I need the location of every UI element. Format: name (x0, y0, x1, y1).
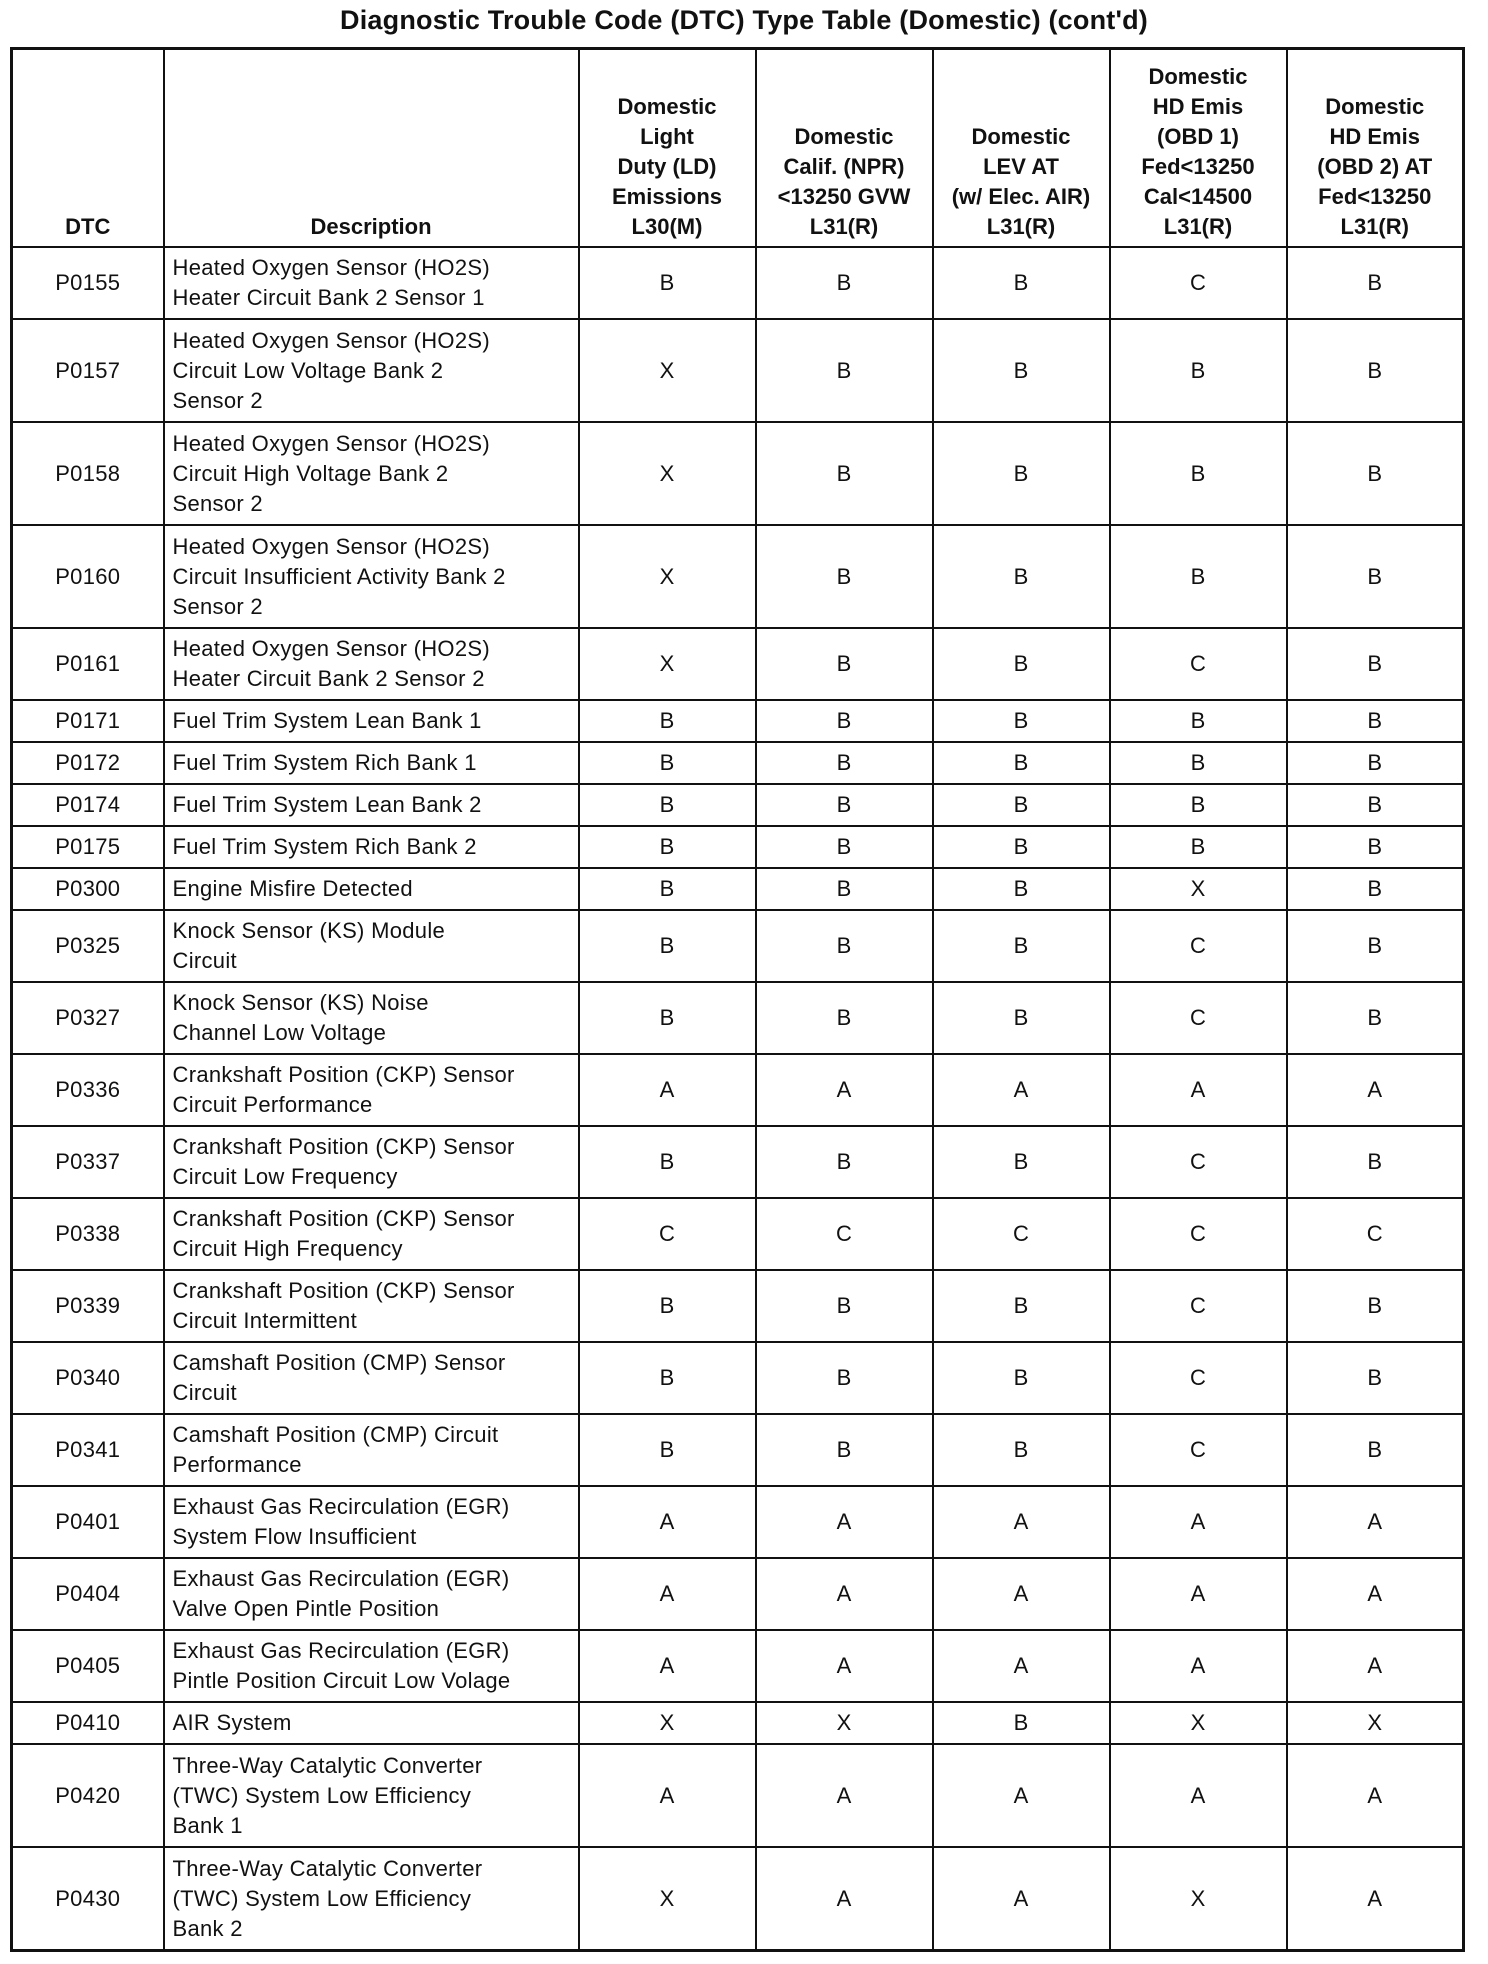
dtc-type-cell: B (1287, 784, 1464, 826)
table-row (12, 1744, 1464, 1847)
dtc-type-cell: B (933, 1414, 1110, 1486)
dtc-type-cell: B (756, 1414, 933, 1486)
dtc-type-cell: B (1287, 247, 1464, 319)
dtc-code: P0338 (12, 1198, 164, 1270)
header-line: Cal<14500 (1143, 184, 1253, 209)
dtc-code: P0157 (12, 319, 164, 422)
dtc-code: P0340 (12, 1342, 164, 1414)
dtc-code: P0405 (12, 1630, 164, 1702)
dtc-type-cell: B (933, 1126, 1110, 1198)
description-line: Heated Oxygen Sensor (HO2S) (172, 327, 490, 353)
dtc-code: P0410 (12, 1702, 164, 1744)
dtc-type-cell: A (579, 1744, 756, 1847)
dtc-type-cell: B (1287, 742, 1464, 784)
dtc-type-cell: B (756, 1270, 933, 1342)
header-line: (OBD 2) AT (1317, 154, 1433, 179)
description-line: Circuit (172, 948, 237, 973)
dtc-description (164, 525, 579, 628)
description-line: Sensor 2 (172, 490, 263, 516)
dtc-type-cell: B (1110, 422, 1287, 525)
dtc-type-cell: B (756, 826, 933, 868)
dtc-type-cell: B (1287, 910, 1464, 982)
dtc-code: P0420 (12, 1744, 164, 1847)
dtc-type-cell: B (1287, 982, 1464, 1054)
header-line: Light (640, 124, 694, 149)
description-line: Knock Sensor (KS) Noise (172, 990, 429, 1015)
dtc-type-cell: X (579, 1847, 756, 1951)
dtc-type-cell: X (579, 628, 756, 700)
header-line: Duty (LD) (617, 154, 717, 179)
dtc-code: P0160 (12, 525, 164, 628)
dtc-type-cell: X (1287, 1702, 1464, 1744)
header-line: Domestic (1325, 94, 1425, 119)
dtc-type-cell: X (1110, 1847, 1287, 1951)
dtc-type-cell: A (1110, 1558, 1287, 1630)
table-row (12, 742, 1464, 784)
dtc-type-cell: B (579, 700, 756, 742)
dtc-type-cell: A (1287, 1630, 1464, 1702)
description-line: AIR System (172, 1710, 292, 1735)
header-line: Domestic (1148, 64, 1248, 89)
dtc-type-cell: B (579, 1414, 756, 1486)
table-row (12, 628, 1464, 700)
dtc-description (164, 1054, 579, 1126)
dtc-type-cell: B (1287, 525, 1464, 628)
dtc-type-cell: B (1110, 319, 1287, 422)
dtc-description (164, 742, 579, 784)
dtc-type-cell: X (579, 319, 756, 422)
dtc-description (164, 1414, 579, 1486)
dtc-type-cell: B (933, 784, 1110, 826)
description-line: Exhaust Gas Recirculation (EGR) (172, 1638, 510, 1663)
header-line: LEV AT (983, 154, 1059, 179)
description-line: Sensor 2 (172, 593, 263, 619)
dtc-type-cell: A (756, 1054, 933, 1126)
description-line: Three-Way Catalytic Converter (172, 1752, 483, 1778)
table-row (12, 247, 1464, 319)
dtc-type-cell: B (579, 982, 756, 1054)
description-line: Camshaft Position (CMP) Sensor (172, 1350, 506, 1375)
header-line: (w/ Elec. AIR) (951, 184, 1091, 209)
dtc-type-cell: B (933, 742, 1110, 784)
description-line: Three-Way Catalytic Converter (172, 1855, 483, 1881)
dtc-code: P0404 (12, 1558, 164, 1630)
dtc-type-cell: B (933, 1270, 1110, 1342)
dtc-code: P0172 (12, 742, 164, 784)
dtc-code: P0401 (12, 1486, 164, 1558)
dtc-description (164, 982, 579, 1054)
dtc-type-cell: B (933, 247, 1110, 319)
dtc-type-cell: C (1110, 1270, 1287, 1342)
description-line: Circuit High Frequency (172, 1236, 403, 1261)
table-row (12, 700, 1464, 742)
dtc-type-cell: A (933, 1630, 1110, 1702)
dtc-type-cell: B (933, 982, 1110, 1054)
dtc-type-cell: B (1287, 1126, 1464, 1198)
description-line: Fuel Trim System Rich Bank 1 (172, 750, 477, 775)
dtc-code: P0300 (12, 868, 164, 910)
description-line: (TWC) System Low Efficiency (172, 1885, 472, 1911)
dtc-type-cell: B (756, 910, 933, 982)
dtc-type-cell: A (1287, 1847, 1464, 1951)
dtc-type-cell: C (1110, 1414, 1287, 1486)
header-line: L31(R) (986, 214, 1056, 239)
dtc-type-cell: A (1287, 1054, 1464, 1126)
description-line: Crankshaft Position (CKP) Sensor (172, 1134, 515, 1159)
description-line: Circuit Low Voltage Bank 2 (172, 357, 444, 383)
header-line: Calif. (NPR) (783, 154, 905, 179)
description-line: Heater Circuit Bank 2 Sensor 2 (172, 666, 485, 691)
description-line: Pintle Position Circuit Low Volage (172, 1668, 511, 1693)
dtc-type-cell: B (933, 422, 1110, 525)
header-line: Domestic (971, 124, 1071, 149)
header-description: Description (164, 49, 579, 248)
dtc-description (164, 868, 579, 910)
description-line: Performance (172, 1452, 302, 1477)
dtc-type-cell: B (1287, 1414, 1464, 1486)
dtc-type-cell: B (1110, 525, 1287, 628)
dtc-code: P0158 (12, 422, 164, 525)
table-row (12, 826, 1464, 868)
header-line: Emissions (611, 184, 723, 209)
header-line: HD Emis (1329, 124, 1420, 149)
dtc-type-cell: B (579, 1126, 756, 1198)
dtc-type-cell: B (756, 628, 933, 700)
table-row (12, 1486, 1464, 1558)
dtc-type-cell: A (1287, 1486, 1464, 1558)
header-col-hd-obd2 (1287, 49, 1464, 248)
dtc-type-cell: A (579, 1054, 756, 1126)
description-line: Circuit Performance (172, 1092, 373, 1117)
description-line: Engine Misfire Detected (172, 876, 413, 901)
table-row (12, 1702, 1464, 1744)
dtc-type-cell: C (1110, 628, 1287, 700)
table-row (12, 982, 1464, 1054)
dtc-type-cell: B (933, 826, 1110, 868)
header-col-hd-obd1 (1110, 49, 1287, 248)
header-col-calif-npr (756, 49, 933, 248)
description-line: Camshaft Position (CMP) Circuit (172, 1422, 499, 1447)
dtc-type-cell: B (933, 1702, 1110, 1744)
dtc-type-cell: A (1287, 1558, 1464, 1630)
dtc-type-cell: A (1287, 1744, 1464, 1847)
dtc-type-cell: A (1110, 1054, 1287, 1126)
dtc-description (164, 1702, 579, 1744)
description-line: Fuel Trim System Rich Bank 2 (172, 834, 477, 859)
dtc-type-cell: C (1110, 1342, 1287, 1414)
dtc-type-cell: X (1110, 1702, 1287, 1744)
dtc-code: P0341 (12, 1414, 164, 1486)
table-row (12, 525, 1464, 628)
description-line: Crankshaft Position (CKP) Sensor (172, 1206, 515, 1231)
dtc-type-cell: X (579, 1702, 756, 1744)
dtc-code: P0339 (12, 1270, 164, 1342)
dtc-description (164, 1486, 579, 1558)
dtc-type-cell: B (933, 910, 1110, 982)
description-line: Bank 1 (172, 1812, 243, 1838)
description-line: Fuel Trim System Lean Bank 1 (172, 708, 482, 733)
table-row (12, 319, 1464, 422)
description-line: Circuit Intermittent (172, 1308, 357, 1333)
dtc-type-cell: B (1287, 868, 1464, 910)
dtc-type-cell: A (933, 1054, 1110, 1126)
dtc-type-cell: A (756, 1630, 933, 1702)
table-row (12, 910, 1464, 982)
description-line: Knock Sensor (KS) Module (172, 918, 446, 943)
dtc-type-cell: B (756, 1342, 933, 1414)
description-line: Circuit Insufficient Activity Bank 2 (172, 563, 506, 589)
dtc-type-cell: B (1287, 628, 1464, 700)
dtc-description (164, 1270, 579, 1342)
dtc-code: P0171 (12, 700, 164, 742)
header-line: HD Emis (1152, 94, 1244, 119)
dtc-type-cell: A (933, 1847, 1110, 1951)
header-line: L30(M) (631, 214, 703, 239)
dtc-type-cell: B (756, 1126, 933, 1198)
dtc-code: P0155 (12, 247, 164, 319)
description-line: Crankshaft Position (CKP) Sensor (172, 1278, 515, 1303)
dtc-type-table (10, 47, 1465, 1952)
dtc-type-cell: A (1110, 1744, 1287, 1847)
dtc-type-cell: C (756, 1198, 933, 1270)
dtc-code: P0175 (12, 826, 164, 868)
header-line: Domestic (794, 124, 894, 149)
dtc-type-cell: C (1110, 1198, 1287, 1270)
header-line: <13250 GVW (777, 184, 911, 209)
dtc-type-cell: B (933, 319, 1110, 422)
dtc-type-cell: B (579, 826, 756, 868)
table-header-row (12, 49, 1464, 248)
header-line: Fed<13250 (1318, 184, 1432, 209)
dtc-type-cell: B (756, 742, 933, 784)
header-line: Domestic (617, 94, 717, 119)
description-line: Sensor 2 (172, 387, 263, 413)
header-line: L31(R) (1340, 214, 1409, 239)
dtc-type-cell: B (1110, 826, 1287, 868)
dtc-type-cell: B (756, 868, 933, 910)
dtc-code: P0174 (12, 784, 164, 826)
dtc-type-cell: B (579, 247, 756, 319)
dtc-type-cell: A (933, 1558, 1110, 1630)
dtc-type-cell: B (579, 1342, 756, 1414)
dtc-description (164, 910, 579, 982)
dtc-type-cell: B (933, 700, 1110, 742)
dtc-type-cell: B (579, 910, 756, 982)
dtc-description (164, 826, 579, 868)
dtc-description (164, 1126, 579, 1198)
dtc-type-cell: C (933, 1198, 1110, 1270)
dtc-type-cell: B (1287, 826, 1464, 868)
dtc-type-cell: B (579, 868, 756, 910)
dtc-type-cell: C (1110, 247, 1287, 319)
description-line: Valve Open Pintle Position (172, 1596, 440, 1621)
dtc-type-cell: A (933, 1486, 1110, 1558)
description-line: Circuit (172, 1380, 237, 1405)
dtc-type-cell: A (579, 1486, 756, 1558)
dtc-type-cell: B (756, 422, 933, 525)
dtc-code: P0161 (12, 628, 164, 700)
dtc-type-cell: B (756, 784, 933, 826)
table-row (12, 1126, 1464, 1198)
description-line: (TWC) System Low Efficiency (172, 1782, 472, 1808)
table-row (12, 1630, 1464, 1702)
dtc-type-cell: C (579, 1198, 756, 1270)
dtc-description (164, 1558, 579, 1630)
dtc-type-cell: B (1287, 1342, 1464, 1414)
dtc-description (164, 784, 579, 826)
dtc-type-cell: B (1110, 784, 1287, 826)
dtc-type-cell: B (579, 1270, 756, 1342)
dtc-type-cell: B (579, 784, 756, 826)
table-body (12, 247, 1464, 1951)
header-col-ld (579, 49, 756, 248)
dtc-type-cell: A (933, 1744, 1110, 1847)
description-line: Circuit Low Frequency (172, 1164, 398, 1189)
dtc-type-cell: A (579, 1630, 756, 1702)
dtc-type-cell: B (1110, 700, 1287, 742)
dtc-type-cell: B (1287, 319, 1464, 422)
dtc-code: P0430 (12, 1847, 164, 1951)
description-line: Exhaust Gas Recirculation (EGR) (172, 1566, 510, 1591)
dtc-description (164, 1342, 579, 1414)
dtc-description (164, 700, 579, 742)
description-line: Channel Low Voltage (172, 1020, 387, 1045)
dtc-type-cell: A (1110, 1630, 1287, 1702)
dtc-code: P0325 (12, 910, 164, 982)
dtc-type-cell: B (756, 525, 933, 628)
description-line: Heated Oxygen Sensor (HO2S) (172, 430, 490, 456)
description-line: Heated Oxygen Sensor (HO2S) (172, 533, 490, 559)
table-row (12, 1342, 1464, 1414)
dtc-type-cell: B (756, 247, 933, 319)
dtc-description (164, 1744, 579, 1847)
dtc-type-cell: X (756, 1702, 933, 1744)
dtc-code: P0337 (12, 1126, 164, 1198)
dtc-description (164, 319, 579, 422)
table-row (12, 1847, 1464, 1951)
description-line: Circuit High Voltage Bank 2 (172, 460, 449, 486)
description-line: Crankshaft Position (CKP) Sensor (172, 1062, 515, 1087)
table-row (12, 1054, 1464, 1126)
table-row (12, 1198, 1464, 1270)
dtc-type-cell: X (579, 525, 756, 628)
dtc-description (164, 1630, 579, 1702)
header-line: L31(R) (1163, 214, 1233, 239)
dtc-type-cell: C (1110, 1126, 1287, 1198)
dtc-type-cell: A (1110, 1486, 1287, 1558)
dtc-type-cell: C (1110, 910, 1287, 982)
dtc-type-cell: B (756, 700, 933, 742)
table-row (12, 868, 1464, 910)
dtc-type-cell: A (756, 1847, 933, 1951)
header-line: Fed<13250 (1141, 154, 1255, 179)
dtc-type-cell: B (933, 525, 1110, 628)
dtc-type-cell: A (579, 1558, 756, 1630)
description-line: Bank 2 (172, 1915, 243, 1941)
dtc-description (164, 628, 579, 700)
header-col-lev-at (933, 49, 1110, 248)
dtc-code: P0336 (12, 1054, 164, 1126)
dtc-type-cell: A (756, 1486, 933, 1558)
dtc-type-cell: B (1287, 1270, 1464, 1342)
table-row (12, 422, 1464, 525)
dtc-description (164, 247, 579, 319)
description-line: Heated Oxygen Sensor (HO2S) (172, 255, 490, 280)
dtc-description (164, 422, 579, 525)
table-row (12, 1270, 1464, 1342)
dtc-type-cell: A (756, 1558, 933, 1630)
table-row (12, 1558, 1464, 1630)
header-line: L31(R) (809, 214, 879, 239)
dtc-type-cell: B (933, 868, 1110, 910)
description-line: System Flow Insufficient (172, 1524, 417, 1549)
dtc-type-cell: A (756, 1744, 933, 1847)
dtc-type-cell: B (579, 742, 756, 784)
dtc-type-cell: B (1110, 742, 1287, 784)
dtc-type-cell: B (756, 982, 933, 1054)
dtc-type-cell: C (1110, 982, 1287, 1054)
dtc-type-cell: B (756, 319, 933, 422)
page-title: Diagnostic Trouble Code (DTC) Type Table (Domestic) (cont'd) (340, 5, 1148, 35)
description-line: Fuel Trim System Lean Bank 2 (172, 792, 482, 817)
table-row (12, 784, 1464, 826)
dtc-type-cell: C (1287, 1198, 1464, 1270)
dtc-type-cell: B (1287, 422, 1464, 525)
dtc-description (164, 1198, 579, 1270)
description-line: Exhaust Gas Recirculation (EGR) (172, 1494, 510, 1519)
dtc-type-cell: X (1110, 868, 1287, 910)
dtc-description (164, 1847, 579, 1951)
dtc-type-cell: B (1287, 700, 1464, 742)
dtc-type-cell: B (933, 628, 1110, 700)
header-line: (OBD 1) (1157, 124, 1239, 149)
description-line: Heater Circuit Bank 2 Sensor 1 (172, 285, 485, 310)
description-line: Heated Oxygen Sensor (HO2S) (172, 636, 490, 661)
header-dtc: DTC (12, 49, 164, 248)
dtc-code: P0327 (12, 982, 164, 1054)
table-row (12, 1414, 1464, 1486)
dtc-type-cell: B (933, 1342, 1110, 1414)
dtc-type-cell: X (579, 422, 756, 525)
